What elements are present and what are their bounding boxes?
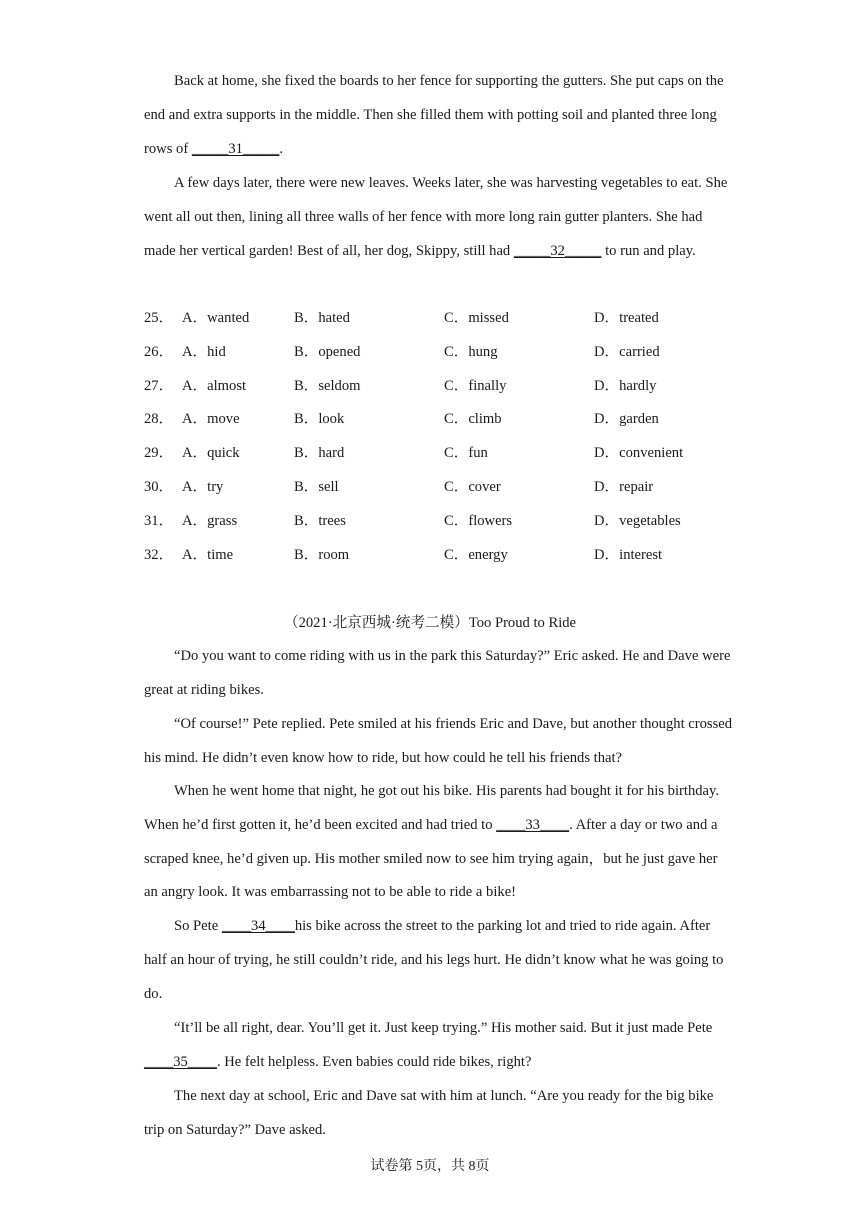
option-a: A．wanted (182, 310, 250, 326)
paragraph-parking-lot: So Pete ____34____his bike across the street to the parking lot and tried to ride again. After half an hour of trying, he still couldn’t ride, and his legs hurt. He didn’t know what he was going to do. (144, 918, 724, 1002)
paragraph-pete-reply: “Of course!” Pete replied. Pete smiled at his friends Eric and Dave, but another thought crossed his mind. He didn’t even know how to ride, but how could he tell his friends that? (144, 716, 733, 766)
option-c: C．energy (444, 546, 508, 563)
option-d: D．carried (594, 343, 660, 360)
option-b: B．trees (294, 512, 346, 529)
option-c: C．climb (444, 411, 502, 428)
paragraph-invitation: “Do you want to come riding with us in the park this Saturday?” Eric asked. He and Dave were great at riding bikes. (144, 648, 731, 698)
question-number: 31． (144, 512, 174, 529)
option-d: D．garden (594, 411, 659, 428)
option-b: B．hated (294, 310, 350, 326)
question-number: 27． (144, 377, 174, 394)
option-b: B．room (294, 546, 350, 563)
option-a: A．move (182, 411, 240, 428)
blank-33: ____33____ (496, 816, 570, 833)
option-c: C．fun (444, 445, 488, 462)
option-d: D．repair (594, 478, 654, 495)
option-b: B．opened (294, 343, 361, 360)
option-row-26 (144, 336, 744, 370)
blank-35: ____35____ (144, 1053, 217, 1070)
option-row-31 (144, 505, 744, 539)
option-b: B．sell (294, 478, 339, 495)
page-footer: 试卷第 5页，共 8页 (370, 1159, 490, 1174)
paragraph-gutter-planting: Back at home, she fixed the boards to her fence for supporting the gutters. She put caps on the end and extra supports in the middle. Then she filled them with potting soil and planted three long rows of _____31_____. (144, 73, 724, 157)
option-a: A．almost (182, 377, 247, 394)
blank-34: ____34____ (221, 918, 295, 934)
question-number: 29． (144, 445, 174, 462)
option-c: C．hung (444, 343, 498, 360)
paragraph-birthday-bike: When he went home that night, he got out his bike. His parents had bought it for his birthday. When he’d first gotten it, he’d been excited and had tried to ____33____. After a day or two and a scraped knee, he’d given up. His mother smiled now to see him trying again，but he just gave her an angry look. It was embarrassing not to be able to ride a bike! (144, 783, 720, 901)
option-d: D．vegetables (594, 512, 681, 529)
option-d: D．interest (594, 546, 663, 563)
option-b: B．hard (294, 445, 345, 462)
option-row-27 (144, 370, 744, 404)
option-a: A．quick (182, 445, 240, 462)
option-row-25 (144, 302, 744, 336)
option-row-32 (144, 539, 744, 573)
option-a: A．grass (182, 512, 238, 529)
option-c: C．missed (444, 310, 509, 326)
paragraph-mother-encourages: “It’ll be all right, dear. You’ll get it. Just keep trying.” His mother said. But it just made Pete ____35____. He felt helpless. Even babies could ride bikes, right? (144, 1020, 713, 1070)
paragraph-vertical-garden: A few days later, there were new leaves. Weeks later, she was harvesting vegetables to eat. She went all out then, lining all three walls of her fence with more long rain gutter planters. She had made her vertical garden! Best of all, her dog, Skippy, still had _____32_____ to run and play. (144, 175, 728, 259)
option-d: D．hardly (594, 377, 657, 394)
option-row-28 (144, 403, 744, 437)
option-a: A．try (182, 478, 224, 495)
option-d: D．convenient (594, 445, 684, 462)
paragraph-school-lunch: The next day at school, Eric and Dave sat with him at lunch. “Are you ready for the big bike trip on Saturday?” Dave asked. (144, 1088, 714, 1138)
question-number: 25． (144, 310, 174, 326)
question-number: 28． (144, 411, 174, 428)
blank-31: _____31_____ (191, 140, 280, 157)
option-a: A．time (182, 546, 234, 563)
option-d: D．treated (594, 310, 659, 326)
blank-32: _____32_____ (513, 242, 602, 259)
option-c: C．flowers (444, 512, 513, 529)
option-b: B．seldom (294, 377, 361, 394)
answer-options (144, 302, 744, 572)
question-number: 32． (144, 546, 174, 563)
option-a: A．hid (182, 343, 226, 360)
question-number: 26． (144, 343, 174, 360)
option-c: C．finally (444, 377, 507, 394)
option-row-30 (144, 471, 744, 505)
question-number: 30． (144, 478, 174, 495)
passage-title: （2021·北京西城·统考二模）Too Proud to Ride (283, 615, 577, 631)
option-b: B．look (294, 411, 345, 428)
option-row-29 (144, 437, 744, 471)
option-c: C．cover (444, 478, 501, 495)
